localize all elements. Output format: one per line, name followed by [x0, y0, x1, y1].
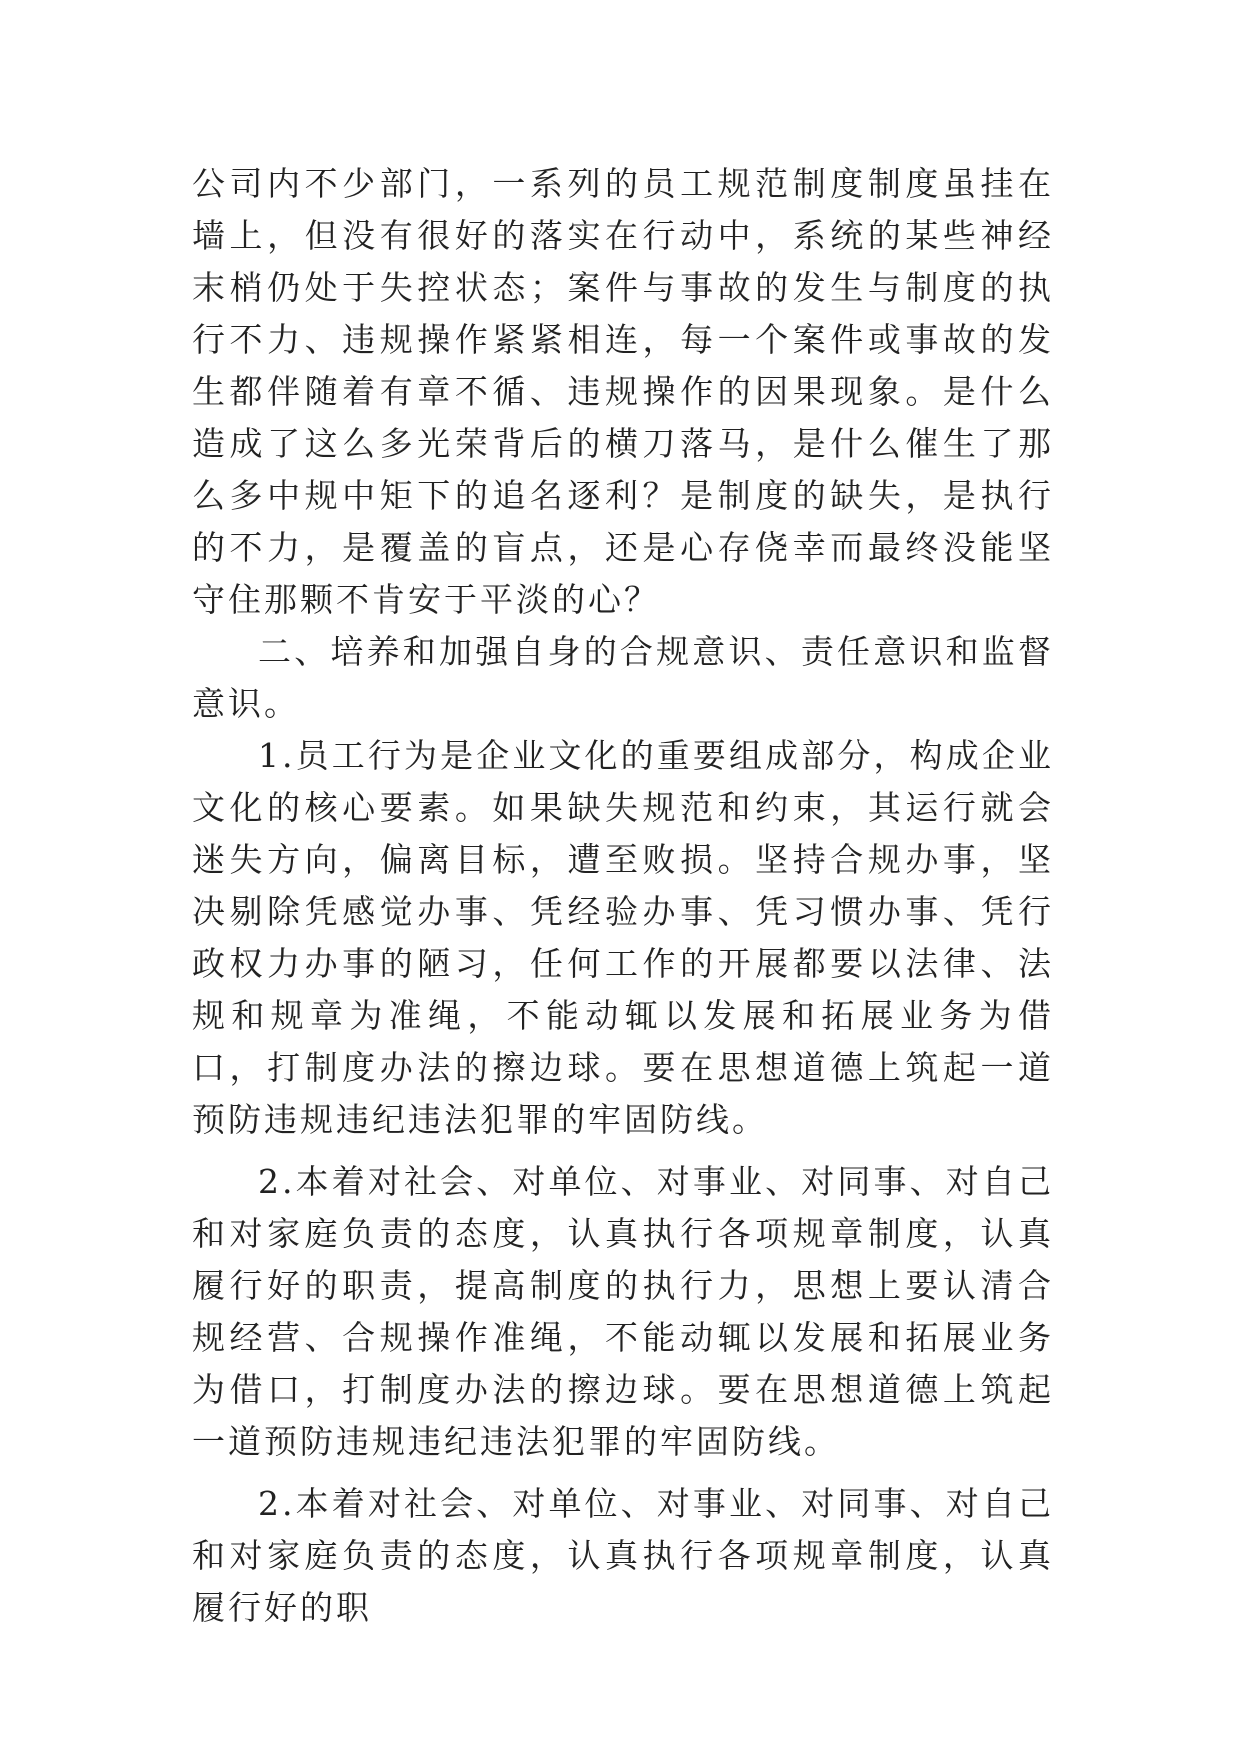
paragraph-point-2-repeat: 2.本着对社会、对单位、对事业、对同事、对自己和对家庭负责的态度，认真执行各项规章制度，认真履行好的职 — [192, 1484, 1054, 1627]
paragraph-intro: 公司内不少部门，一系列的员工规范制度制度虽挂在墙上，但没有很好的落实在行动中，系统的某些神经末梢仍处于失控状态；案件与事故的发生与制度的执行不力、违规操作紧紧相连，每一个案件或事故的发生都伴随着有章不循、违规操作的因果现象。是什么造成了这么多光荣背后的横刀落马，是什么催生了那么多中规中矩下的追名逐利？是制度的缺失，是执行的不力，是覆盖的盲点，还是心存侥幸而最终没能坚守住那颗不肯安于平淡的心？ — [192, 164, 1054, 619]
section-heading-two: 二、培养和加强自身的合规意识、责任意识和监督意识。 — [192, 632, 1054, 723]
paragraph-point-1: 1.员工行为是企业文化的重要组成部分，构成企业文化的核心要素。如果缺失规范和约束，其运行就会迷失方向，偏离目标，遭至败损。坚持合规办事，坚决剔除凭感觉办事、凭经验办事、凭习惯办事、凭行政权力办事的陋习，任何工作的开展都要以法律、法规和规章为准绳，不能动辄以发展和拓展业务为借口，打制度办法的擦边球。要在思想道德上筑起一道预防违规违纪违法犯罪的牢固防线。 — [192, 736, 1054, 1139]
document-body — [192, 158, 1054, 1634]
paragraph-point-2: 2.本着对社会、对单位、对事业、对同事、对自己和对家庭负责的态度，认真执行各项规章制度，认真履行好的职责，提高制度的执行力，思想上要认清合规经营、合规操作准绳，不能动辄以发展和拓展业务为借口，打制度办法的擦边球。要在思想道德上筑起一道预防违规违纪违法犯罪的牢固防线。 — [192, 1162, 1054, 1461]
